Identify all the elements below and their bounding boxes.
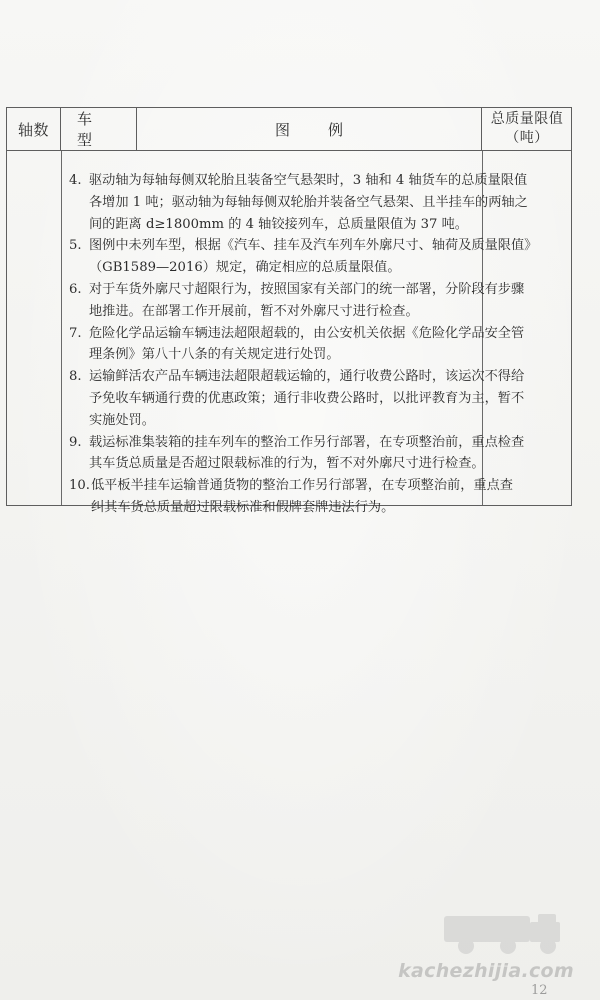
note-text [91, 475, 587, 519]
header-vehicle-type [61, 108, 137, 150]
note-item [69, 279, 587, 323]
table-body [7, 151, 571, 515]
note-line: 其车货总质量是否超过限载标准的行为，暂不对外廓尺寸进行检查。 [89, 456, 485, 472]
note-item [69, 235, 587, 279]
note-line: 间的距离 d≥1800mm 的 4 轴铰接列车，总质量限值为 37 吨。 [89, 216, 468, 232]
table-divider-left [61, 151, 62, 505]
note-line: 低平板半挂车运输普通货物的整治工作另行部署，在专项整治前，重点查 [91, 478, 513, 494]
note-line: （GB1589—2016）规定，确定相应的总质量限值。 [89, 260, 401, 276]
note-number: 9. [69, 434, 82, 450]
note-text [89, 235, 587, 279]
note-line: 图例中未列车型，根据《汽车、挂车及汽车列车外廓尺寸、轴荷及质量限值》 [89, 238, 538, 254]
note-number: 5. [69, 238, 82, 254]
header-total-mass-limit-line-2: （吨） [505, 130, 549, 146]
note-item [69, 323, 587, 367]
header-axles [7, 108, 61, 150]
note-number: 6. [69, 281, 82, 297]
header-axles-label: 轴数 [17, 120, 49, 139]
note-line: 载运标准集装箱的挂车列车的整治工作另行部署，在专项整治前，重点检查 [89, 434, 525, 450]
header-vehicle-type-label: 车型 [77, 110, 109, 149]
note-line: 危险化学品运输车辆违法超限超载的，由公安机关依据《危险化学品安全管 [89, 325, 525, 341]
note-line: 各增加 1 吨；驱动轴为每轴每侧双轮胎并装备空气悬架、且半挂车的两轴之 [89, 194, 528, 210]
truck-logo-icon [438, 904, 582, 960]
note-line: 实施处罚。 [89, 412, 155, 428]
note-line: 理条例》第八十八条的有关规定进行处罚。 [89, 347, 340, 363]
note-line: 纠其车货总质量超过限载标准和假牌套牌违法行为。 [91, 499, 395, 515]
header-diagram [137, 108, 482, 150]
note-text [89, 366, 587, 431]
note-text [89, 170, 587, 235]
note-text [89, 279, 587, 323]
note-line: 运输鲜活农产品车辆违法超限超载运输的，通行收费公路时，该运次不得给 [89, 369, 525, 385]
note-item [69, 432, 587, 476]
regulation-table [6, 107, 572, 515]
header-total-mass-limit-line-1: 总质量限值 [490, 111, 564, 127]
note-item [69, 170, 587, 235]
note-number: 10. [69, 478, 90, 494]
note-line: 予免收车辆通行费的优惠政策；通行非收费公路时，以批评教育为主，暂不 [89, 390, 525, 406]
header-diagram-label: 图例 [274, 120, 381, 139]
table-header-row [7, 108, 571, 151]
note-item [69, 475, 587, 519]
note-line: 驱动轴为每轴每侧双轮胎且装备空气悬架时，3 轴和 4 轴货车的总质量限值 [89, 173, 528, 188]
note-line: 地推进。在部署工作开展前，暂不对外廓尺寸进行检查。 [89, 303, 419, 319]
note-text [89, 323, 587, 367]
note-number: 4. [69, 173, 82, 188]
page-number: 12 [531, 983, 548, 998]
note-line: 对于车货外廓尺寸超限行为，按照国家有关部门的统一部署，分阶段有步骤 [89, 281, 525, 297]
note-number: 8. [69, 369, 82, 385]
watermark-text: kachezhijia.com [398, 960, 574, 982]
notes-list [69, 170, 587, 519]
site-watermark [398, 896, 590, 982]
note-number: 7. [69, 325, 82, 341]
note-item [69, 366, 587, 431]
header-total-mass-limit [482, 108, 572, 150]
note-text [89, 432, 587, 476]
